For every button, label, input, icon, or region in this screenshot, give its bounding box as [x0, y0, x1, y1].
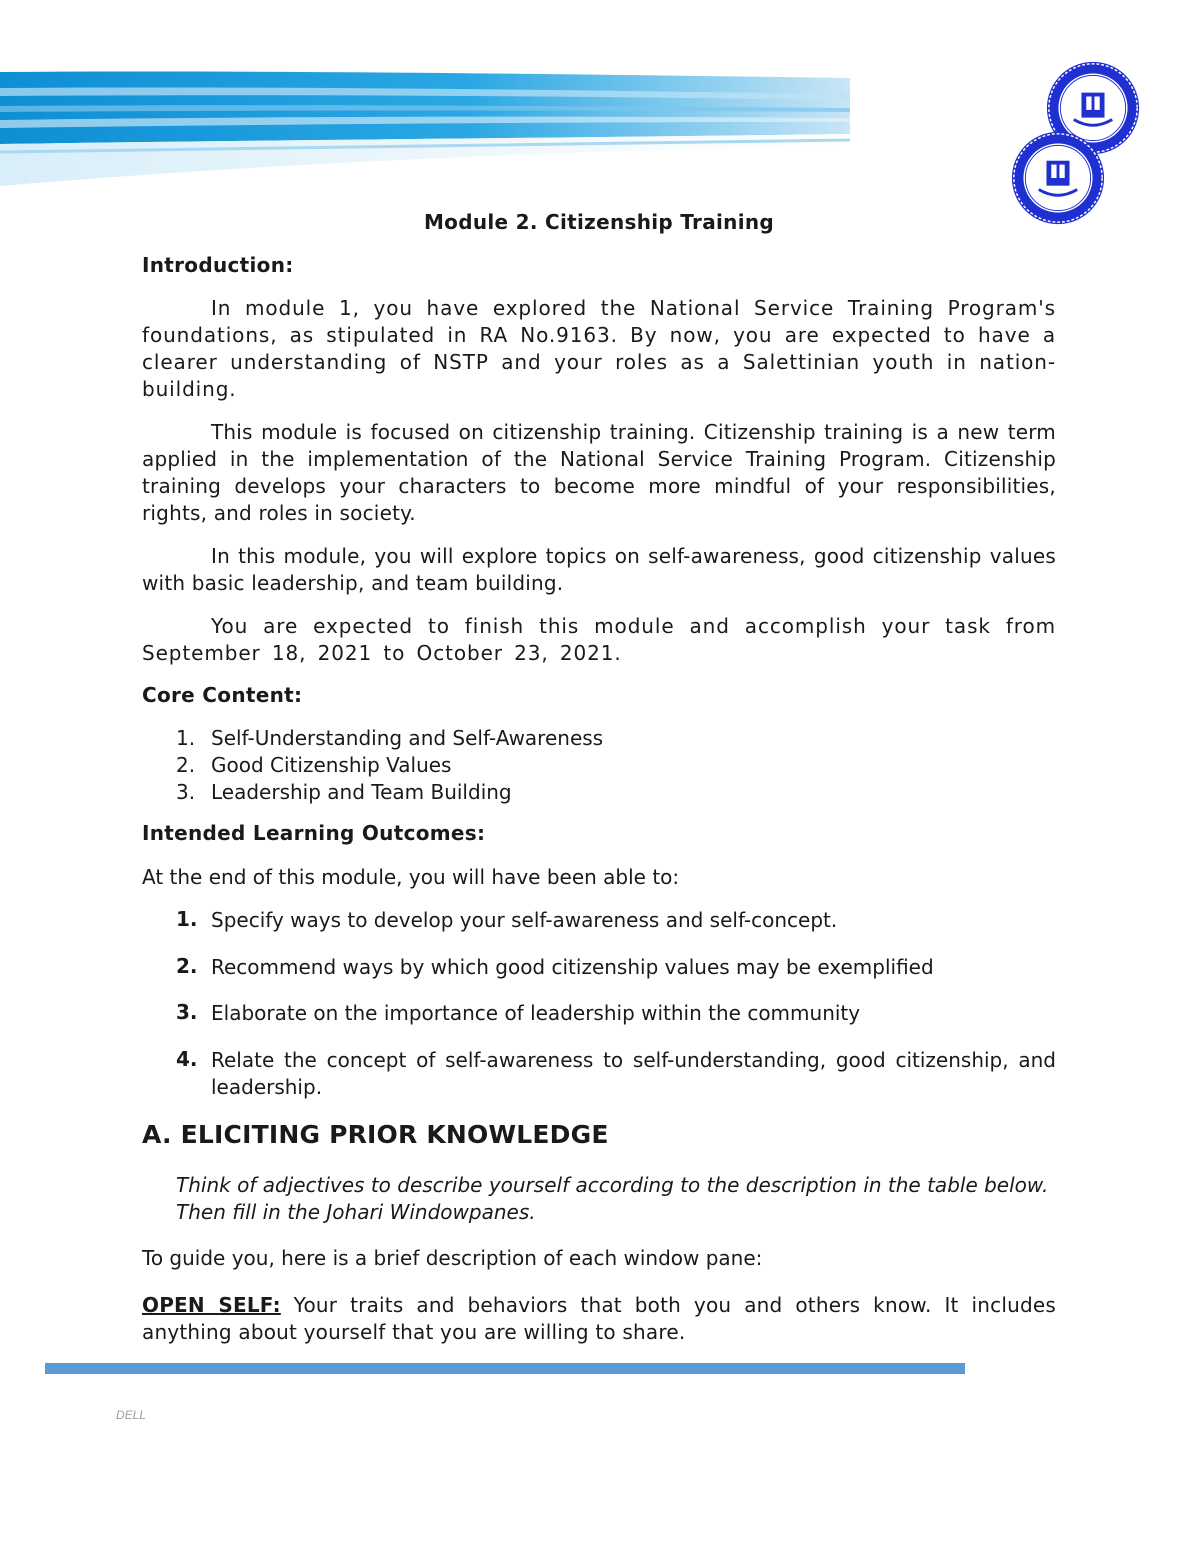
core-content-list: [142, 725, 1056, 806]
header-banner: [0, 68, 850, 186]
list-item: 2. Good Citizenship Values: [176, 753, 452, 777]
intro-paragraph-3: In this module, you will explore topics on self-awareness, good citizenship values with basic leadership, and team building.: [142, 544, 1056, 595]
outcome-item: 4. Relate the concept of self-awareness to self-understanding, good citizenship, and leadership.: [176, 1047, 1056, 1099]
footer-divider: [45, 1363, 965, 1374]
section-a-guide: To guide you, here is a brief description of each window pane:: [142, 1246, 763, 1270]
section-a-heading: A. ELICITING PRIOR KNOWLEDGE: [142, 1120, 609, 1149]
footer-label: DELL: [116, 1408, 147, 1422]
open-self-label: OPEN SELF:: [142, 1293, 281, 1317]
intro-paragraph-2: This module is focused on citizenship training. Citizenship training is a new term applied in the implementation of the National Service Training Program. Citizenship training develops your characters to become more mindful of your responsibilities, rights, and roles in society.: [142, 420, 1056, 525]
list-item: 3. Leadership and Team Building: [176, 780, 512, 804]
core-content-heading: Core Content:: [142, 683, 303, 707]
open-self-description: OPEN SELF: Your traits and behaviors that both you and others know. It includes anything about yourself that you are willing to share.: [142, 1293, 1056, 1344]
intro-paragraph-1: In module 1, you have explored the National Service Training Program's foundations, as stipulated in RA No.9163. By now, you are expected to have a clearer understanding of NSTP and your roles as a Salettinian youth in nation-building.: [142, 296, 1056, 401]
section-a-instruction: Think of adjectives to describe yourself according to the description in the table below. Then fill in the Johari Windowpanes.: [176, 1173, 1049, 1224]
outcomes-heading: Intended Learning Outcomes:: [142, 821, 486, 845]
intro-paragraph-4: You are expected to finish this module and accomplish your task from September 18, 2021 to October 23, 2021.: [142, 614, 1056, 665]
list-item: 1. Self-Understanding and Self-Awareness: [176, 726, 604, 750]
introduction-heading: Introduction:: [142, 253, 294, 277]
outcome-item: 2. Recommend ways by which good citizenship values may be exemplified: [176, 954, 934, 979]
outcome-item: 1. Specify ways to develop your self-awareness and self-concept.: [176, 907, 838, 932]
outcome-item: 3. Elaborate on the importance of leadership within the community: [176, 1000, 861, 1025]
page-title: Module 2. Citizenship Training: [423, 210, 775, 234]
outcomes-lead: At the end of this module, you will have been able to:: [142, 865, 680, 889]
